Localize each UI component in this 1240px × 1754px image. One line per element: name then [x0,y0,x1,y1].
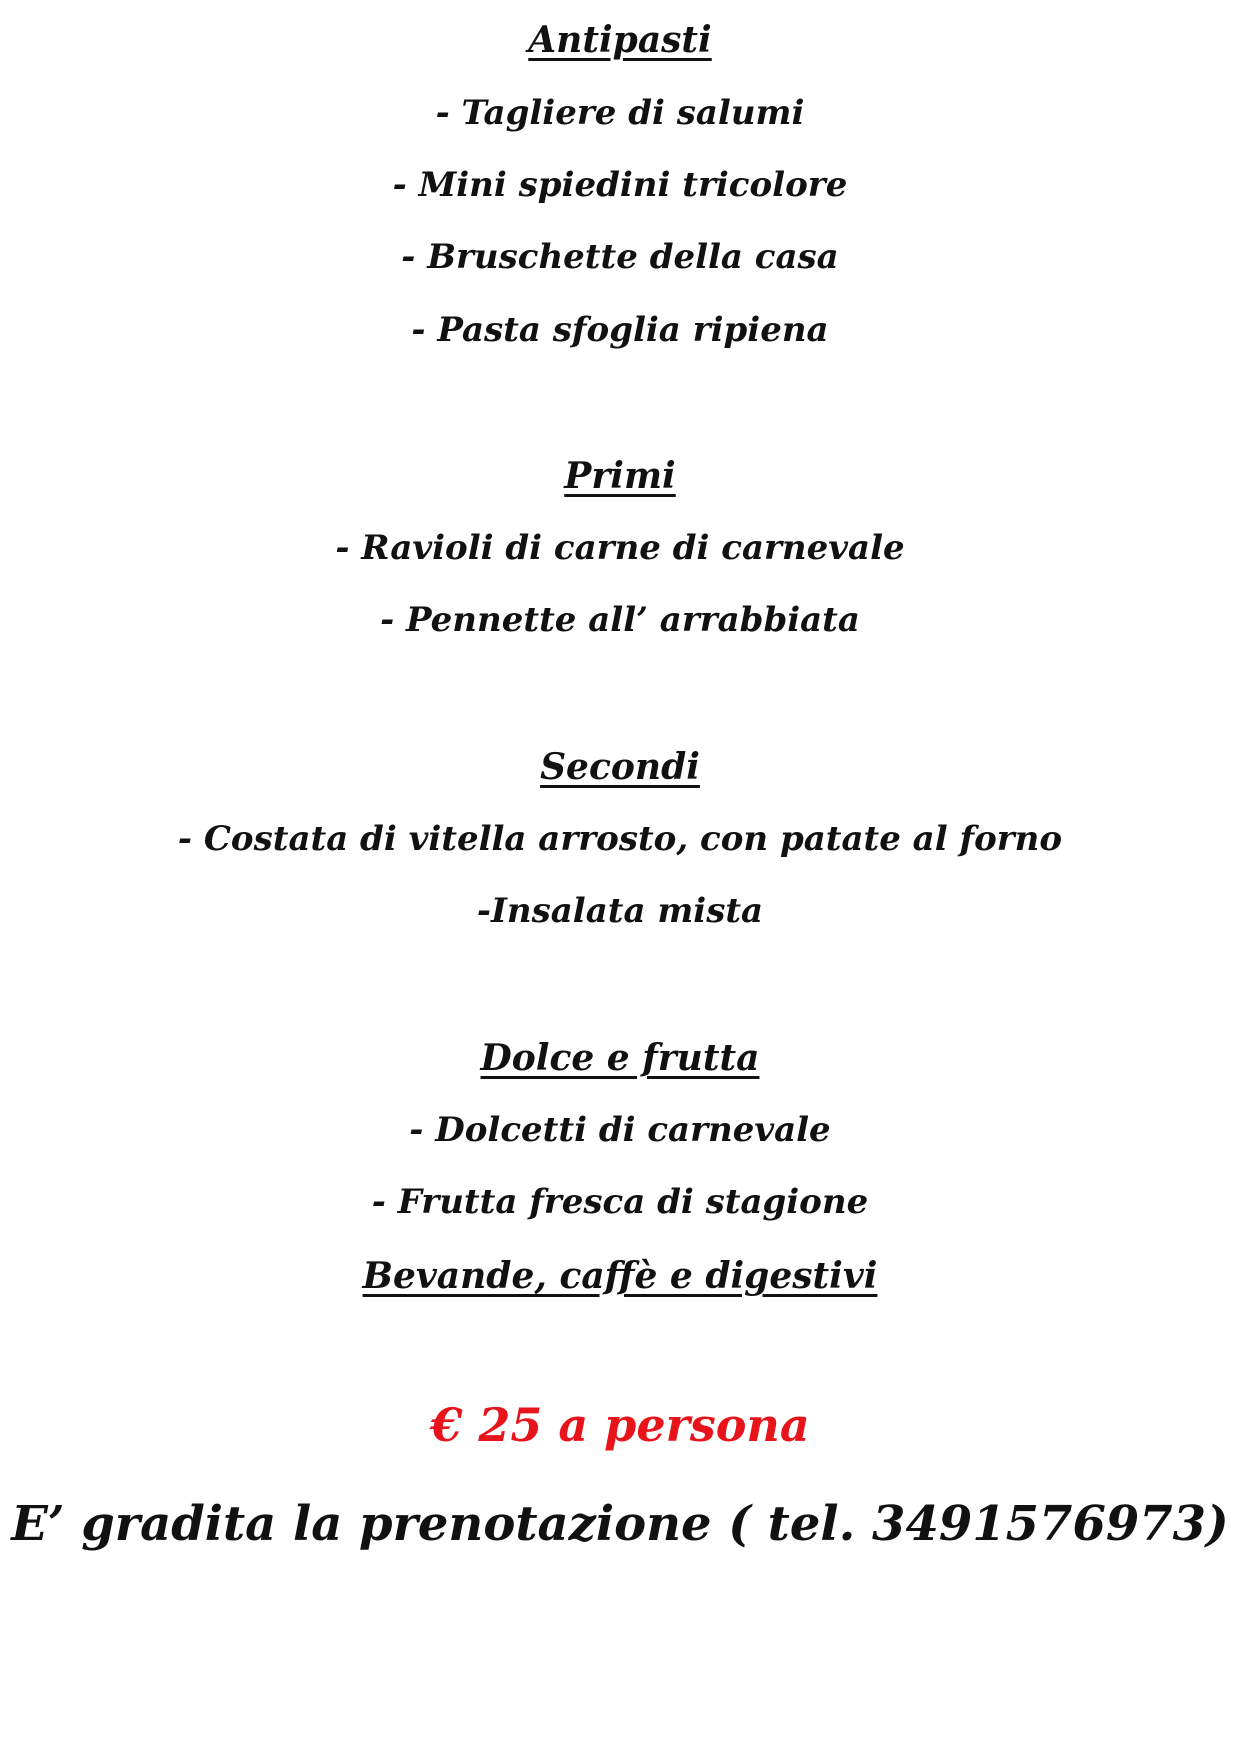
menu-item: - Pasta sfoglia ripiena [411,310,829,350]
section-title-antipasti: Antipasti [528,19,712,61]
menu-item: - Bruschette della casa [401,237,839,277]
price-label: € 25 a persona [430,1398,810,1452]
menu-item: - Frutta fresca di stagione [371,1182,869,1222]
booking-note: E’ gradita la prenotazione ( tel. 3491576973) [11,1496,1229,1552]
section-title-primi: Primi [564,455,676,497]
menu-item: - Mini spiedini tricolore [392,165,848,205]
section-title-drinks: Bevande, caffè e digestivi [362,1255,878,1297]
menu-item: - Ravioli di carne di carnevale [335,528,905,568]
section-title-dolce-e-frutta: Dolce e frutta [480,1037,760,1079]
section-title-secondi: Secondi [540,746,700,788]
menu-item: - Costata di vitella arrosto, con patate al forno [177,819,1063,859]
menu-item: - Dolcetti di carnevale [409,1110,831,1150]
menu-item: - Tagliere di salumi [435,93,805,133]
menu-item: -Insalata mista [476,891,764,931]
menu-item: - Pennette all’ arrabbiata [380,600,860,640]
